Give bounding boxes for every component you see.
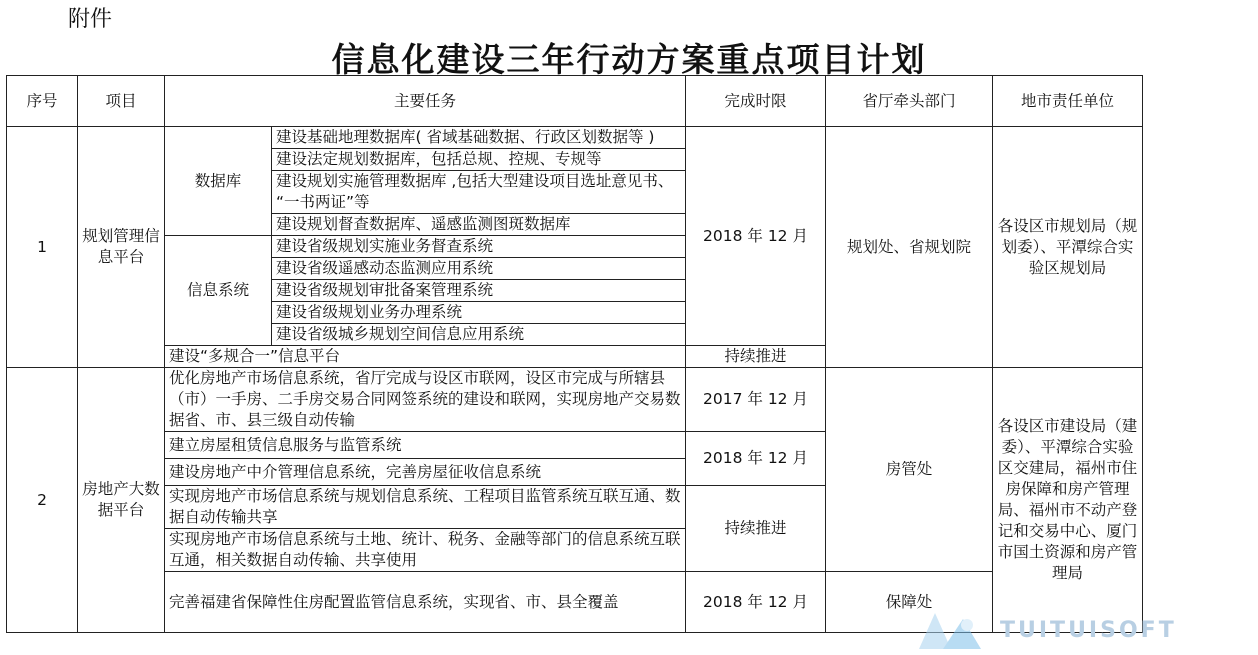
row2-deadline: 2018 年 12 月 — [686, 432, 826, 486]
header-tasks: 主要任务 — [165, 76, 686, 127]
row1-sys-task: 建设省级城乡规划空间信息应用系统 — [272, 324, 686, 346]
header-deadline: 完成时限 — [686, 76, 826, 127]
row2-city: 各设区市建设局（建委）、平潭综合实验区交建局，福州市住房保障和房产管理局、福州市不动产登记和交易中心、厦门市国土资源和房产管理局 — [993, 368, 1143, 633]
header-city: 地市责任单位 — [993, 76, 1143, 127]
row1-db-task: 建设法定规划数据库，包括总规、控规、专规等 — [272, 149, 686, 171]
row2-task: 完善福建省保障性住房配置监管信息系统，实现省、市、县全覆盖 — [165, 572, 686, 633]
row1-deadline-multi: 持续推进 — [686, 346, 826, 368]
page-title: 信息化建设三年行动方案重点项目计划 — [331, 40, 927, 79]
row1-multi-task: 建设“多规合一”信息平台 — [165, 346, 686, 368]
header-dept: 省厅牵头部门 — [826, 76, 993, 127]
row2-task: 实现房地产市场信息系统与土地、统计、税务、金融等部门的信息系统互联互通，相关数据自动传输、共享使用 — [165, 529, 686, 572]
row1-deadline: 2018 年 12 月 — [686, 127, 826, 346]
row2-task: 建立房屋租赁信息服务与监管系统 — [165, 432, 686, 459]
row2-task: 优化房地产市场信息系统，省厅完成与设区市联网，设区市完成与所辖县（市）一手房、二手房交易合同网签系统的建设和联网，实现房地产交易数据省、市、县三级自动传输 — [165, 368, 686, 432]
row1-sys-task: 建设省级规划实施业务督查系统 — [272, 236, 686, 258]
row2-dept-security: 保障处 — [826, 572, 993, 633]
header-project: 项目 — [78, 76, 165, 127]
row2-deadline: 2017 年 12 月 — [686, 368, 826, 432]
row1-dept: 规划处、省规划院 — [826, 127, 993, 368]
attachment-label: 附件 — [68, 7, 113, 32]
row2-project: 房地产大数据平台 — [78, 368, 165, 633]
project-plan-table — [6, 75, 1143, 633]
row2-dept-housing: 房管处 — [826, 368, 993, 572]
watermark-text: TUITUISOFT — [1000, 618, 1177, 643]
row2-deadline: 持续推进 — [686, 486, 826, 572]
table-header-row — [7, 76, 1143, 127]
row1-city: 各设区市规划局（规划委）、平潭综合实验区规划局 — [993, 127, 1143, 368]
row1-sys-task: 建设省级规划业务办理系统 — [272, 302, 686, 324]
row2-no: 2 — [7, 368, 78, 633]
row2-task: 建设房地产中介管理信息系统，完善房屋征收信息系统 — [165, 459, 686, 486]
row1-sys-task: 建设省级规划审批备案管理系统 — [272, 280, 686, 302]
row1-sys-task: 建设省级遥感动态监测应用系统 — [272, 258, 686, 280]
row1-no: 1 — [7, 127, 78, 368]
header-no: 序号 — [7, 76, 78, 127]
row2-deadline: 2018 年 12 月 — [686, 572, 826, 633]
row2-task: 实现房地产市场信息系统与规划信息系统、工程项目监管系统互联互通、数据自动传输共享 — [165, 486, 686, 529]
row1-group-sys: 信息系统 — [165, 236, 272, 346]
row1-db-task: 建设规划实施管理数据库 ,包括大型建设项目选址意见书、 “一书两证”等 — [272, 171, 686, 214]
row1-db-task: 建设规划督查数据库、遥感监测图斑数据库 — [272, 214, 686, 236]
row1-db-task: 建设基础地理数据库( 省域基础数据、行政区划数据等 ) — [272, 127, 686, 149]
row1-project: 规划管理信息平台 — [78, 127, 165, 368]
row1-group-db: 数据库 — [165, 127, 272, 236]
